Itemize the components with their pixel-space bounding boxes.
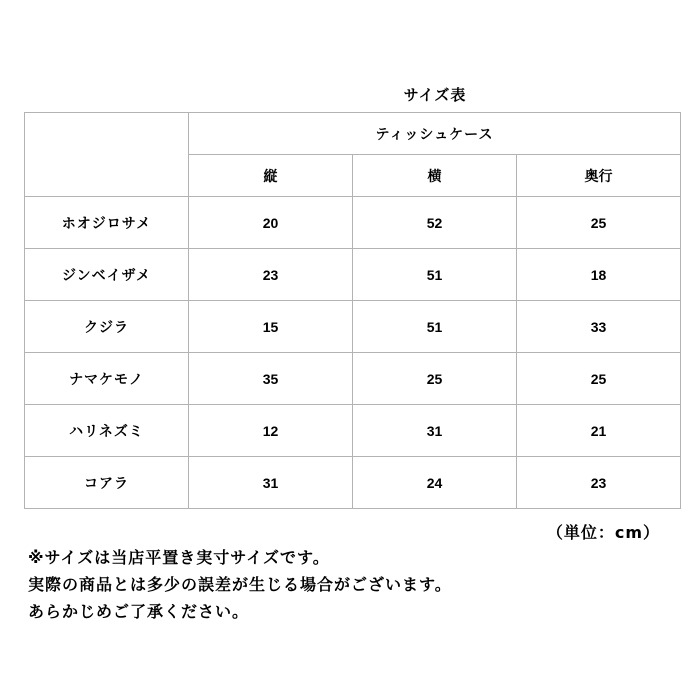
table-row — [25, 353, 681, 405]
table-row — [25, 301, 681, 353]
table-row — [25, 457, 681, 509]
table-row — [25, 249, 681, 301]
row-label: ジンベイザメ — [25, 249, 189, 301]
cell-height: 23 — [189, 249, 353, 301]
column-header-depth: 奥行 — [517, 155, 681, 197]
cell-width: 52 — [353, 197, 517, 249]
table-header-row — [25, 113, 681, 155]
cell-height: 35 — [189, 353, 353, 405]
cell-depth: 23 — [517, 457, 681, 509]
cell-height: 31 — [189, 457, 353, 509]
cell-depth: 33 — [517, 301, 681, 353]
cell-height: 15 — [189, 301, 353, 353]
cell-width: 51 — [353, 249, 517, 301]
cell-width: 25 — [353, 353, 517, 405]
notes — [28, 544, 452, 625]
unit-label: （単位：cm） — [546, 523, 660, 542]
row-label: ホオジロサメ — [25, 197, 189, 249]
note-line: 実際の商品とは多少の誤差が生じる場合がございます。 — [28, 575, 452, 594]
cell-width: 51 — [353, 301, 517, 353]
row-label: ナマケモノ — [25, 353, 189, 405]
cell-height: 20 — [189, 197, 353, 249]
cell-height: 12 — [189, 405, 353, 457]
cell-depth: 18 — [517, 249, 681, 301]
row-label: クジラ — [25, 301, 189, 353]
group-header-tissue-case: ティッシュケース — [189, 113, 681, 155]
table-row — [25, 197, 681, 249]
table-title: サイズ表 — [403, 86, 467, 104]
cell-width: 24 — [353, 457, 517, 509]
cell-depth: 25 — [517, 353, 681, 405]
cell-depth: 21 — [517, 405, 681, 457]
cell-width: 31 — [353, 405, 517, 457]
column-header-width: 横 — [353, 155, 517, 197]
column-header-height: 縦 — [189, 155, 353, 197]
row-label: コアラ — [25, 457, 189, 509]
row-label: ハリネズミ — [25, 405, 189, 457]
table-row — [25, 405, 681, 457]
cell-depth: 25 — [517, 197, 681, 249]
corner-cell — [25, 113, 189, 197]
size-table — [24, 112, 681, 509]
note-line: あらかじめご了承ください。 — [28, 602, 250, 621]
note-line: ※サイズは当店平置き実寸サイズです。 — [28, 548, 330, 567]
